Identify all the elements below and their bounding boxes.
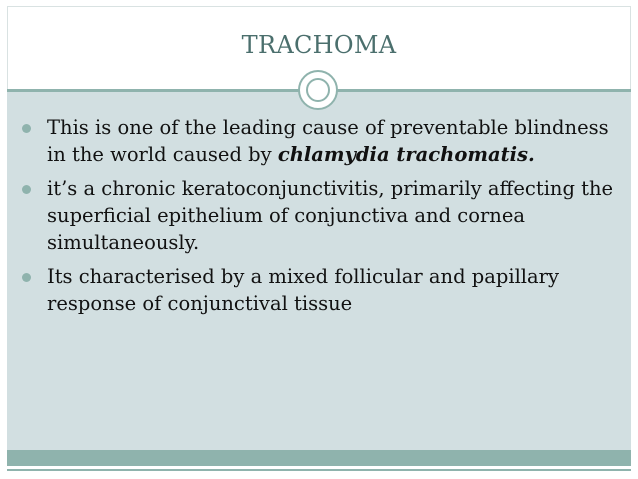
- slide-title: TRACHOMA: [241, 31, 397, 59]
- bullet-emphasis: chlamydia trachomatis.: [277, 143, 535, 166]
- content-area: [7, 92, 631, 450]
- inner-ring-icon: [306, 78, 330, 102]
- bullet-icon: [22, 124, 31, 133]
- bullet-text: Its characterised by a mixed follicular and papillary response of conjunctival tissue: [47, 265, 560, 315]
- bullet-icon: [22, 273, 31, 282]
- bullet-icon: [22, 185, 31, 194]
- bullet-text: it’s a chronic keratoconjunctivitis, primarily affecting the superficial epithelium of conjunctiva and cornea simultaneously.: [47, 177, 614, 254]
- bullet-item: [7, 114, 617, 168]
- footer-band: [7, 450, 631, 466]
- bullet-text: This is one of the leading cause of preventable blindness in the world caused by: [47, 116, 609, 166]
- footer-rule: [7, 469, 631, 471]
- bullet-item: [7, 263, 617, 317]
- circle-ornament-icon: [298, 70, 338, 110]
- bullet-item: [7, 175, 617, 256]
- bullet-list: [7, 114, 617, 324]
